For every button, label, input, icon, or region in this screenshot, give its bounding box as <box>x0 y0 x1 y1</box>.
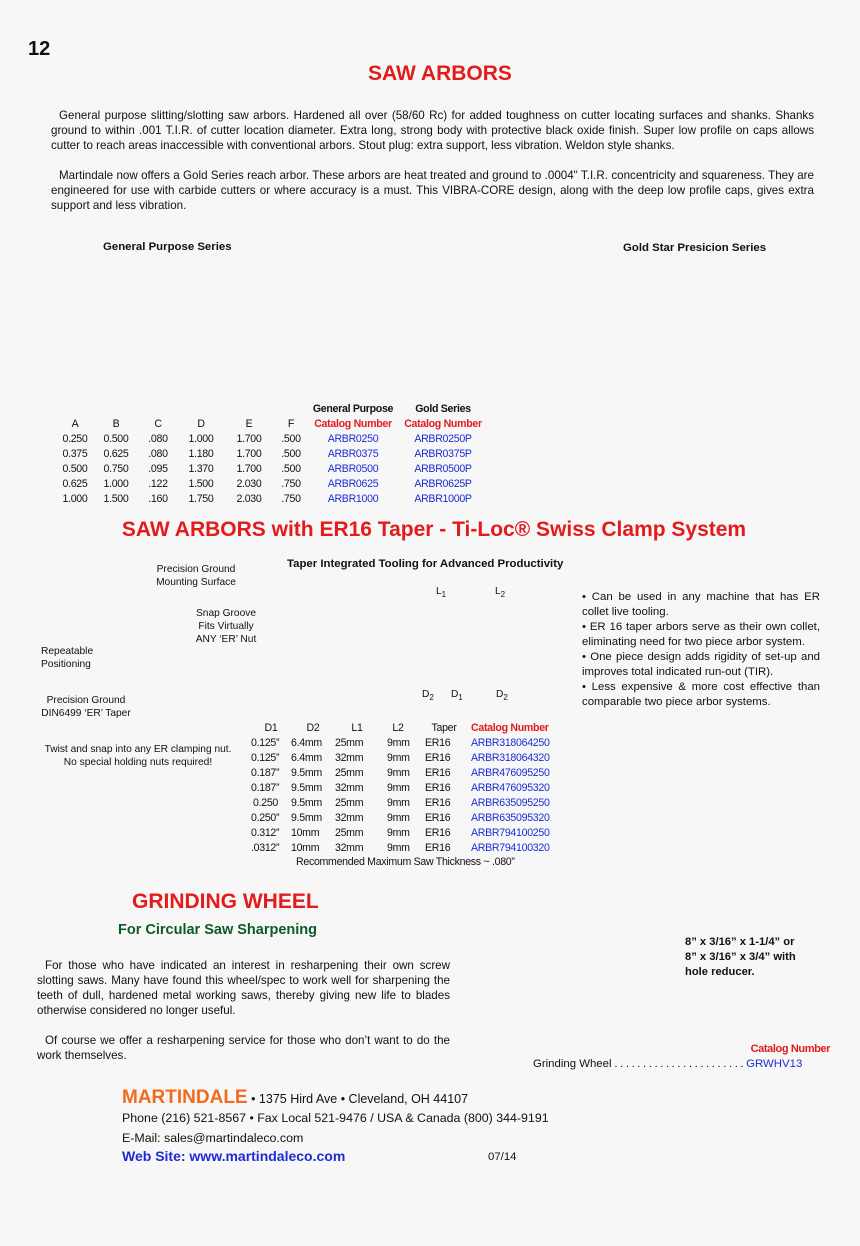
table-cell: 9mm <box>387 812 410 824</box>
table-cell: ARBR476095320 <box>471 782 550 794</box>
table-row <box>251 826 550 841</box>
footer-email[interactable]: E-Mail: sales@martindaleco.com <box>122 1131 304 1145</box>
callout-snap-groove: Snap Groove Fits Virtually ANY ‘ER’ Nut <box>195 608 257 645</box>
grinding-wheel-specs: 8” x 3/16” x 1-1/4” or 8” x 3/16” x 3/4” with hole reducer. <box>685 936 796 978</box>
callout-mounting-surface: Precision Ground Mounting Surface <box>156 564 236 588</box>
table-cell: 1.000 <box>188 433 214 445</box>
table-cell: ARBR0250 <box>327 433 379 445</box>
table-cell: 9mm <box>387 752 410 764</box>
page-number: 12 <box>28 38 51 60</box>
table-cell: 2.030 <box>236 478 262 490</box>
table-cell: .122 <box>148 478 168 490</box>
table-row <box>251 766 550 781</box>
table-cell: 1.500 <box>188 478 214 490</box>
table-cell: 0.750 <box>103 463 129 475</box>
table-cell: .080 <box>148 448 168 460</box>
footer-phone: Phone (216) 521-8567 • Fax Local 521-9476 / USA & Canada (800) 344-9191 <box>122 1111 549 1125</box>
table-cell: 9.5mm <box>291 812 322 824</box>
dim-label-d2-left: $D_2$ <box>422 689 434 703</box>
saw-arbors-title: SAW ARBORS <box>368 62 512 85</box>
table-row <box>56 492 488 507</box>
table-cell: 0.625 <box>103 448 129 460</box>
dim-label-l1: $L_1$ <box>436 586 447 600</box>
table-cell: 0.187” <box>251 782 280 794</box>
gold-star-series-label: Gold Star Presicion Series <box>623 242 767 254</box>
grinding-wheel-title: GRINDING WHEEL <box>132 890 319 913</box>
table-cell: ARBR0625 <box>327 478 379 490</box>
table-cell: 9mm <box>387 737 410 749</box>
col-catalog-general: Catalog Number <box>314 418 392 430</box>
table-cell: 25mm <box>335 797 364 809</box>
table-cell: ARBR476095250 <box>471 767 550 779</box>
table-cell: ARBR0375P <box>414 448 472 460</box>
er16-title: SAW ARBORS with ER16 Taper - Ti-Loc® Swiss Clamp System <box>121 518 747 541</box>
er16-feature-list <box>582 590 820 710</box>
table-row <box>251 781 550 796</box>
table-cell: 1.750 <box>188 493 214 505</box>
footer-address: • 1375 Hird Ave • Cleveland, OH 44107 <box>247 1092 469 1106</box>
table-cell: 9mm <box>387 782 410 794</box>
col-e: E <box>245 418 253 430</box>
table-cell: 0.187” <box>251 767 280 779</box>
table-row <box>56 432 488 447</box>
col-l2: L2 <box>392 722 404 734</box>
list-item: • Can be used in any machine that has ER collet live tooling. <box>582 591 820 618</box>
general-purpose-series-label: General Purpose Series <box>103 241 232 253</box>
table-cell: .750 <box>281 493 301 505</box>
er16-subtitle: Taper Integrated Tooling for Advanced Productivity <box>287 558 564 570</box>
table-cell: .160 <box>148 493 168 505</box>
table-cell: 9.5mm <box>291 782 322 794</box>
table-cell: 1.370 <box>188 463 214 475</box>
saw-thickness-note: Recommended Maximum Saw Thickness ~ .080” <box>296 856 515 868</box>
table-row <box>251 841 550 856</box>
table-cell: 10mm <box>291 827 320 839</box>
footer-website-link[interactable]: Web Site: www.martindaleco.com <box>122 1148 346 1164</box>
table-cell: ER16 <box>425 797 451 809</box>
col-d2: D2 <box>306 722 320 734</box>
table-cell: ARBR1000 <box>327 493 379 505</box>
table-cell: ER16 <box>425 812 451 824</box>
table-cell: 0.312” <box>251 827 280 839</box>
table-cell: 1.180 <box>188 448 214 460</box>
table-cell: ARBR318064250 <box>471 737 550 749</box>
table-row <box>56 447 488 462</box>
col-catalog: Catalog Number <box>471 722 549 734</box>
table-cell: 0.250 <box>62 433 88 445</box>
table-cell: 32mm <box>335 782 364 794</box>
footer-date: 07/14 <box>488 1151 517 1163</box>
callout-repeatable-positioning: Repeatable Positioning <box>41 646 94 670</box>
col-taper: Taper <box>431 722 457 734</box>
col-c: C <box>154 418 162 430</box>
table-cell: 1.700 <box>236 433 262 445</box>
callout-twist-snap: Twist and snap into any ER clamping nut. No special holding nuts required! <box>44 744 232 768</box>
table-cell: ER16 <box>425 842 451 854</box>
table-cell: 25mm <box>335 767 364 779</box>
col-d: D <box>197 418 205 430</box>
table-cell: ARBR0500 <box>327 463 379 475</box>
table-cell: ER16 <box>425 767 451 779</box>
table-cell: 0.250” <box>251 812 280 824</box>
table-cell: 0.250 <box>253 797 279 809</box>
col-a: A <box>71 418 79 430</box>
table-row <box>251 796 550 811</box>
table-cell: ARBR635095250 <box>471 797 550 809</box>
table-cell: ARBR794100250 <box>471 827 550 839</box>
table-row <box>56 462 488 477</box>
table-cell: .500 <box>281 463 301 475</box>
list-item: • One piece design adds rigidity of set-up and improves total indicated run-out (TIR). <box>582 651 820 678</box>
table-row <box>251 751 550 766</box>
saw-arbors-paragraph-2: Martindale now offers a Gold Series reach arbor. These arbors are heat treated and ground to .0004" T.I.R. concentricity and squareness. They are engineered for use with carbide cutters or where accuracy is a must. This VIBRA-CORE design, along with the deep low profile caps, gives extra support and less vibration. <box>51 169 814 212</box>
group-header-gold: Gold Series <box>415 403 471 415</box>
table-cell: 2.030 <box>236 493 262 505</box>
table-cell: ARBR794100320 <box>471 842 550 854</box>
grinding-wheel-item-label: Grinding Wheel <box>533 1058 612 1070</box>
table-cell: ARBR0250P <box>414 433 472 445</box>
table-cell: ER16 <box>425 737 451 749</box>
table-cell: ARBR635095320 <box>471 812 550 824</box>
table-cell: 9.5mm <box>291 797 322 809</box>
brand-name: MARTINDALE <box>122 1087 248 1108</box>
table-cell: 0.375 <box>62 448 88 460</box>
table-cell: 32mm <box>335 842 364 854</box>
er16-table <box>251 721 550 856</box>
footer-brand-line <box>122 1087 468 1109</box>
callout-din-taper: Precision Ground DIN6499 ‘ER’ Taper <box>41 695 131 719</box>
list-item: • ER 16 taper arbors serve as their own collet, eliminating need for two piece arbor system. <box>582 621 820 648</box>
table-cell: 9mm <box>387 767 410 779</box>
table-cell: 32mm <box>335 812 364 824</box>
col-b: B <box>112 418 120 430</box>
dim-label-d2-right: $D_2$ <box>496 689 508 703</box>
grinding-paragraph-1: For those who have indicated an interest in resharpening their own screw slotting saws. Many have found this wheel/spec to work well for sharpening the teeth of dull, hardened metal working saws, thereby giving new life to blades otherwise considered no longer useful. <box>37 959 450 1017</box>
group-header-general: General Purpose <box>312 403 394 415</box>
col-f: F <box>287 418 295 430</box>
table-cell: 32mm <box>335 752 364 764</box>
saw-arbors-table <box>56 402 488 507</box>
col-catalog-gold: Catalog Number <box>404 418 482 430</box>
table-cell: 10mm <box>291 842 320 854</box>
table-cell: 9.5mm <box>291 767 322 779</box>
table-cell: ARBR0500P <box>414 463 472 475</box>
dim-label-d1: $D_1$ <box>451 689 463 703</box>
table-cell: 9mm <box>387 827 410 839</box>
table-cell: ER16 <box>425 827 451 839</box>
table-cell: .500 <box>281 433 301 445</box>
table-cell: ARBR1000P <box>414 493 472 505</box>
column-header-row <box>251 721 550 736</box>
dot-leader: . . . . . . . . . . . . . . . . . . . . . . . <box>611 1058 747 1070</box>
group-header-row <box>56 402 488 417</box>
table-cell: 0.500 <box>62 463 88 475</box>
table-cell: .080 <box>148 433 168 445</box>
table-cell: 6.4mm <box>291 737 322 749</box>
table-cell: 0.125” <box>251 752 280 764</box>
grinding-catalog-header: Catalog Number <box>750 1043 830 1055</box>
col-d1: D1 <box>264 722 278 734</box>
table-cell: ARBR0625P <box>414 478 472 490</box>
table-cell: 9mm <box>387 842 410 854</box>
table-cell: 1.700 <box>236 448 262 460</box>
table-cell: .095 <box>148 463 168 475</box>
table-cell: 0.625 <box>62 478 88 490</box>
table-row <box>56 477 488 492</box>
grinding-paragraph-2: Of course we offer a resharpening service for those who don’t want to do the work themselves. <box>37 1034 450 1062</box>
column-header-row <box>56 417 488 432</box>
table-row <box>251 811 550 826</box>
table-cell: 6.4mm <box>291 752 322 764</box>
table-cell: ARBR0375 <box>327 448 379 460</box>
table-cell: ER16 <box>425 782 451 794</box>
table-cell: 1.700 <box>236 463 262 475</box>
table-cell: ARBR318064320 <box>471 752 550 764</box>
grinding-wheel-subtitle: For Circular Saw Sharpening <box>118 922 318 938</box>
table-cell: 1.500 <box>103 493 129 505</box>
table-cell: 9mm <box>387 797 410 809</box>
table-cell: 25mm <box>335 827 364 839</box>
grinding-wheel-catalog-number: GRWHV13 <box>746 1058 803 1070</box>
table-row <box>251 736 550 751</box>
table-cell: 25mm <box>335 737 364 749</box>
table-cell: ER16 <box>425 752 451 764</box>
list-item: • Less expensive & more cost effective than comparable two piece arbor systems. <box>582 681 820 708</box>
table-cell: 0.500 <box>103 433 129 445</box>
table-cell: 1.000 <box>103 478 129 490</box>
table-cell: 1.000 <box>62 493 88 505</box>
table-cell: 0.125” <box>251 737 280 749</box>
table-cell: .500 <box>281 448 301 460</box>
table-cell: .0312” <box>251 842 280 854</box>
col-l1: L1 <box>351 722 363 734</box>
grinding-wheel-item <box>533 1058 802 1070</box>
table-cell: .750 <box>281 478 301 490</box>
saw-arbors-paragraph-1: General purpose slitting/slotting saw arbors. Hardened all over (58/60 Rc) for added toughness on cutter locating surfaces and shanks. Shanks ground to within .001 T.I.R. of cutter location diameter. Extra long, strong body with protective black oxide finish. Super low profile on caps allows cutter to reach areas inaccessible with conventional arbors. Stout plug: extra support, less vibration. Weldon style shanks. <box>51 109 814 152</box>
dim-label-l2: $L_2$ <box>495 586 506 600</box>
